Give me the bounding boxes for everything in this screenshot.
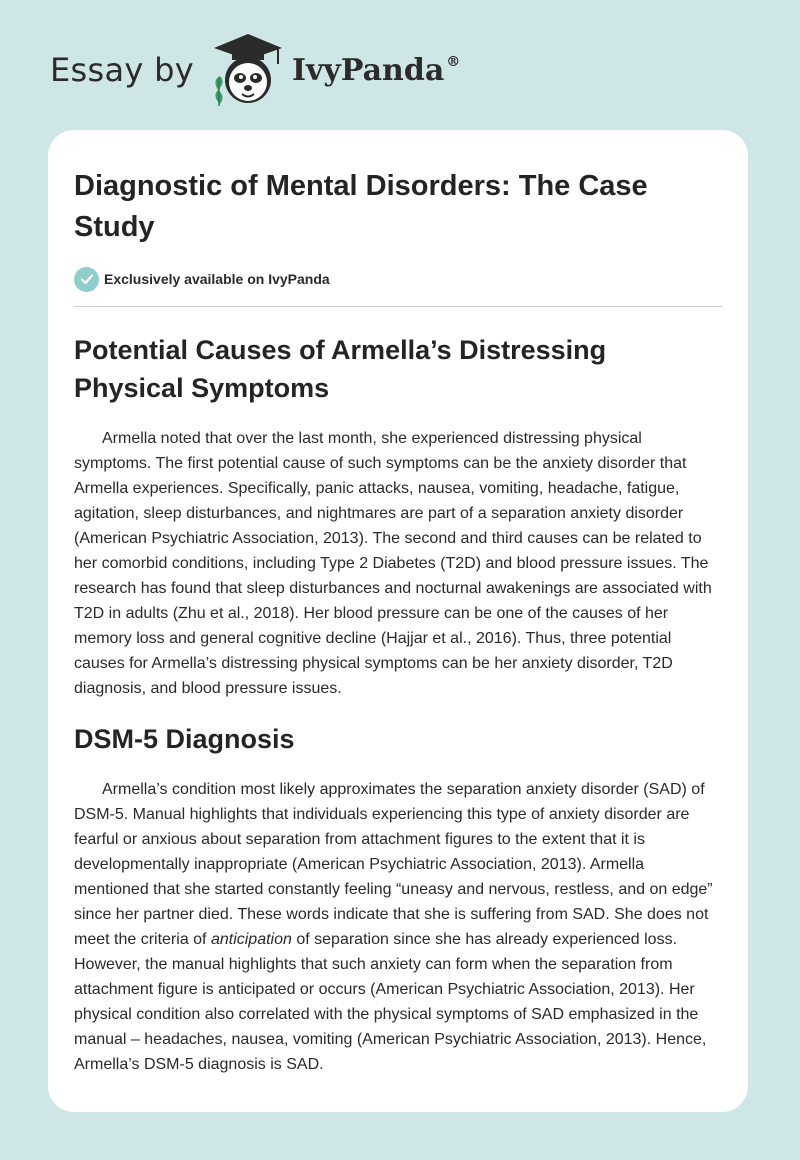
- paragraph-text-part-2: of separation since she has already experienced loss. However, the manual highlights that such anxiety can form when the separation from attachment figure is anticipated or occurs (American Psychiatric Association, 2013). Her physical condition also correlated with the physical symptoms of SAD emphasized in the manual – headaches, nausea, vomiting (American Psychiatric Association, 2013). Hence, Armella’s DSM-5 diagnosis is SAD.: [74, 931, 707, 1073]
- section-heading-causes: Potential Causes of Armella’s Distressing Physical Symptoms: [74, 335, 607, 403]
- site-header: [50, 30, 570, 110]
- badge-text: Exclusively available on IvyPanda: [104, 271, 330, 287]
- section-paragraph-diagnosis: [74, 777, 722, 1077]
- essay-by-label: Essay by: [50, 51, 194, 89]
- exclusive-badge: [74, 266, 722, 292]
- emphasized-term: anticipation: [210, 931, 292, 948]
- divider: [74, 306, 722, 307]
- page-title: Diagnostic of Mental Disorders: The Case Study: [74, 170, 648, 243]
- check-icon: [74, 267, 99, 292]
- brand-text: IvyPanda: [291, 52, 445, 88]
- section-paragraph-causes: Armella noted that over the last month, she experienced distressing physical symptoms. The first potential cause of such symptoms can be the anxiety disorder that Armella experiences. Specifically, panic attacks, nausea, vomiting, headache, fatigue, agitation, sleep disturbances, and nightmares are part of a separation anxiety disorder (American Psychiatric Association, 2013). The second and third causes can be related to her comorbid conditions, including Type 2 Diabetes (T2D) and blood pressure issues. The research has found that sleep disturbances and nocturnal awakenings are associated with T2D in adults (Zhu et al., 2018). Her blood pressure can be one of the causes of her memory loss and general cognitive decline (Hajjar et al., 2016). Thus, three potential causes for Armella’s distressing physical symptoms can be her anxiety disorder, T2D diagnosis, and blood pressure issues.: [74, 430, 712, 697]
- paragraph-text-part-1: Armella’s condition most likely approximates the separation anxiety disorder (SAD) of DSM-5. Manual highlights that individuals experiencing this type of anxiety disorder are fearful or anxious about separation from attachment figures to the extent that it is developmentally inappropriate (American Psychiatric Association, 2013). Armella mentioned that she started constantly feeling “uneasy and nervous, restless, and on edge” since her partner died. These words indicate that she is suffering from SAD. She does not meet the criteria of: [74, 781, 713, 948]
- panda-mascot-icon: [208, 30, 288, 110]
- registered-mark: ®: [446, 53, 461, 70]
- brand-name[interactable]: [292, 53, 460, 88]
- section-heading-diagnosis: DSM-5 Diagnosis: [74, 724, 295, 754]
- article-card: [48, 130, 748, 1112]
